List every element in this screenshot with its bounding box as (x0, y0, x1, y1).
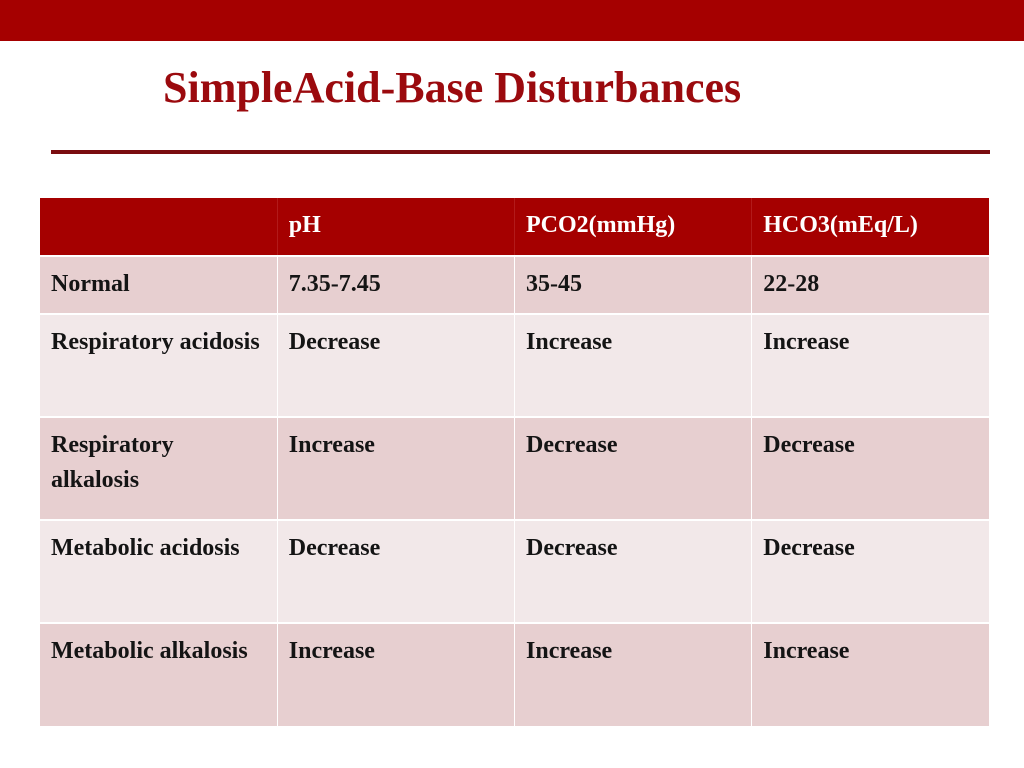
row-label: Metabolic alkalosis (40, 623, 277, 726)
row-label: Metabolic acidosis (40, 520, 277, 623)
cell-hco3: 22-28 (752, 256, 989, 314)
slide-title: SimpleAcid-Base Disturbances (163, 63, 742, 112)
table-row-normal (40, 256, 989, 314)
cell-hco3: Decrease (752, 417, 989, 520)
cell-hco3: Decrease (752, 520, 989, 623)
cell-pco2: 35-45 (515, 256, 752, 314)
cell-ph: Increase (277, 623, 514, 726)
row-label: Respiratory acidosis (40, 314, 277, 417)
header-blank (40, 198, 277, 256)
cell-hco3: Increase (752, 314, 989, 417)
table-row-respiratory-alkalosis (40, 417, 989, 520)
cell-ph: 7.35-7.45 (277, 256, 514, 314)
table-row-respiratory-acidosis (40, 314, 989, 417)
acid-base-table (40, 198, 989, 726)
header-pco2: PCO2(mmHg) (515, 198, 752, 256)
cell-pco2: Decrease (515, 417, 752, 520)
table-header-row (40, 198, 989, 256)
cell-pco2: Decrease (515, 520, 752, 623)
title-divider (51, 150, 990, 154)
table-row-metabolic-alkalosis (40, 623, 989, 726)
row-label: Respiratory alkalosis (40, 417, 277, 520)
header-hco3: HCO3(mEq/L) (752, 198, 989, 256)
row-label: Normal (40, 256, 277, 314)
cell-ph: Decrease (277, 314, 514, 417)
cell-hco3: Increase (752, 623, 989, 726)
cell-pco2: Increase (515, 314, 752, 417)
table-row-metabolic-acidosis (40, 520, 989, 623)
header-ph: pH (277, 198, 514, 256)
cell-pco2: Increase (515, 623, 752, 726)
cell-ph: Decrease (277, 520, 514, 623)
cell-ph: Increase (277, 417, 514, 520)
top-accent-band (0, 0, 1024, 41)
